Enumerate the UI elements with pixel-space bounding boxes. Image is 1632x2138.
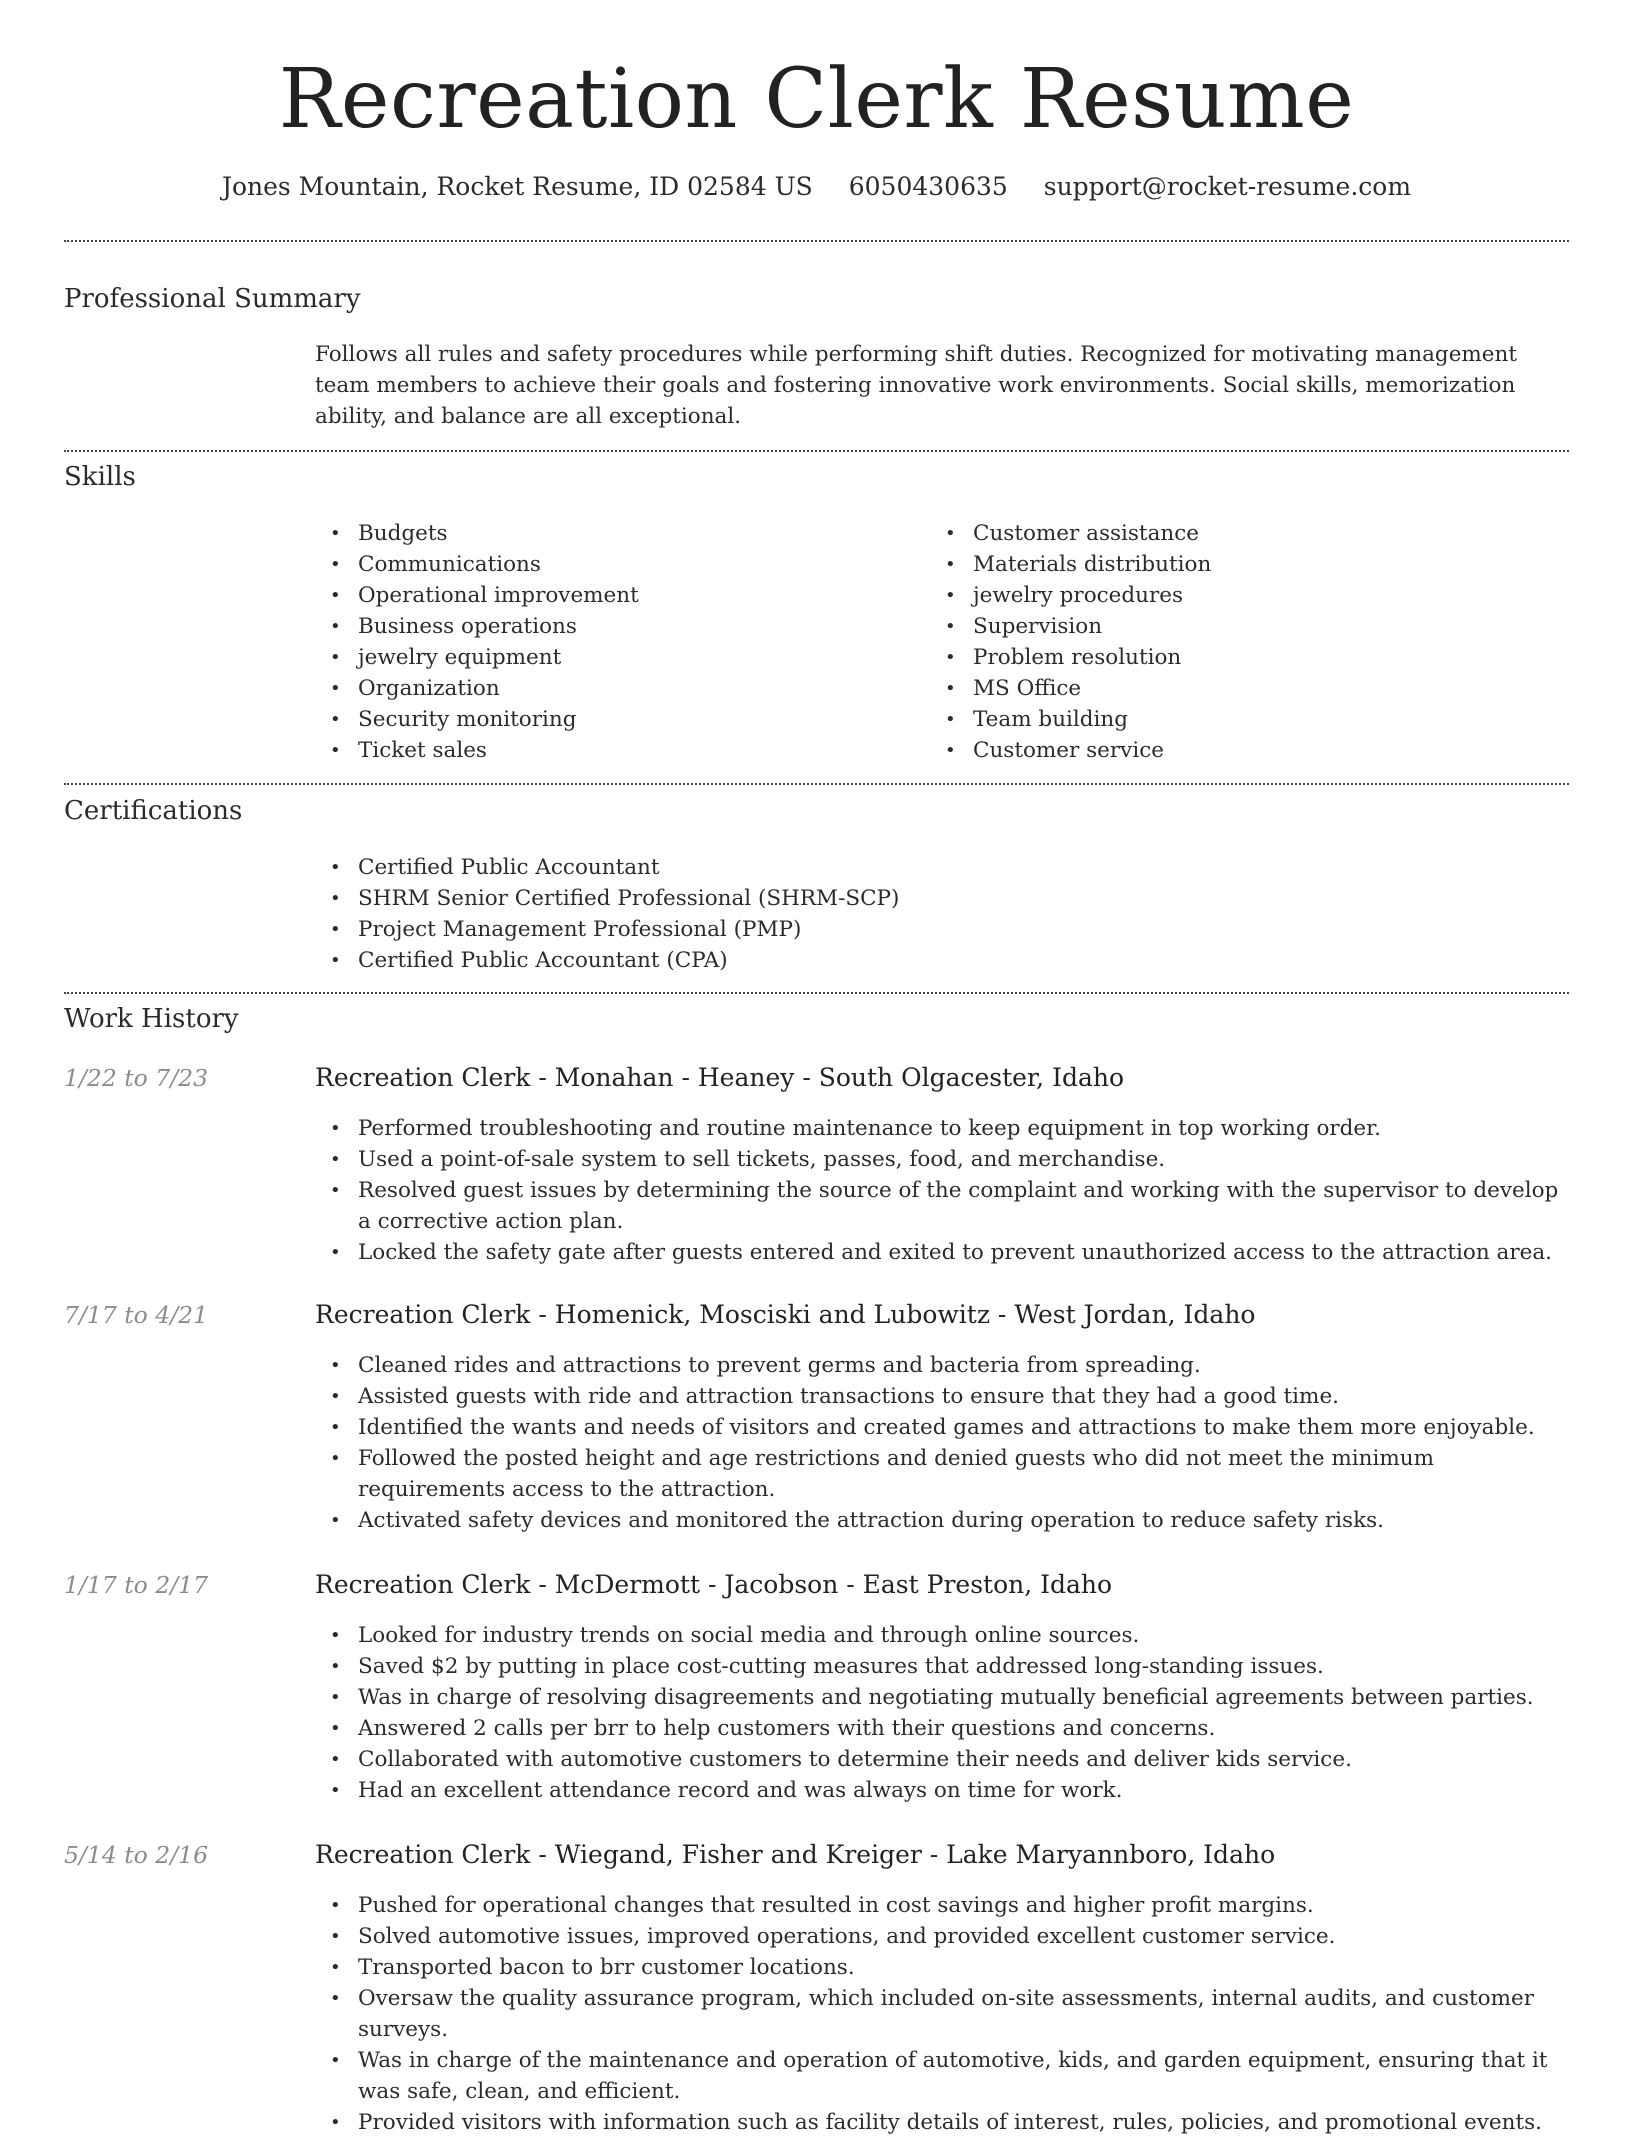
job-bullet: • Resolved guest issues by determining the source of the complaint and working with the supervisor to develop a corrective action plan. xyxy=(358,1175,1568,1237)
skills-list-left xyxy=(358,518,918,766)
skill-item: • Ticket sales xyxy=(358,735,918,766)
skill-item: • Team building xyxy=(973,704,1533,735)
job-bullet: • Was in charge of the maintenance and operation of automotive, kids, and garden equipment, ensuring that it was safe, clean, and efficient. xyxy=(358,2045,1568,2107)
contact-line xyxy=(64,172,1569,201)
skill-item: • Security monitoring xyxy=(358,704,918,735)
certification-item: • Certified Public Accountant xyxy=(358,852,1558,883)
skills-heading: Skills xyxy=(64,462,136,492)
job-dates: 5/14 to 2/16 xyxy=(64,1841,209,1869)
job-bullet: • Activated safety devices and monitored the attraction during operation to reduce safety risks. xyxy=(358,1505,1568,1536)
contact-address: Jones Mountain, Rocket Resume, ID 02584 US xyxy=(221,172,813,201)
skill-item: • Budgets xyxy=(358,518,918,549)
job-bullet: • Answered 2 calls per brr to help customers with their questions and concerns. xyxy=(358,1713,1568,1744)
job-bullets xyxy=(358,1113,1568,1268)
skill-item: • Supervision xyxy=(973,611,1533,642)
job-bullet: • Oversaw the quality assurance program, which included on-site assessments, internal audits, and customer surveys. xyxy=(358,1983,1568,2045)
job-bullet: • Collaborated with automotive customers to determine their needs and deliver kids service. xyxy=(358,1744,1568,1775)
contact-email: support@rocket-resume.com xyxy=(1043,172,1412,201)
summary-heading: Professional Summary xyxy=(64,284,361,314)
job-bullet: • Saved $2 by putting in place cost-cutting measures that addressed long-standing issues. xyxy=(358,1651,1568,1682)
summary-text: Follows all rules and safety procedures while performing shift duties. Recognized for motivating management team members to achieve their goals and fostering innovative work environments. Social skills, memorization ability, and balance are all exceptional. xyxy=(315,342,1518,429)
work-history-heading: Work History xyxy=(64,1004,239,1034)
skill-item: • jewelry procedures xyxy=(973,580,1533,611)
skill-item: • Customer service xyxy=(973,735,1533,766)
resume-title: Recreation Clerk Resume xyxy=(278,52,1355,147)
job-dates: 1/22 to 7/23 xyxy=(64,1064,209,1092)
job-bullet: • Had an excellent attendance record and was always on time for work. xyxy=(358,1775,1568,1806)
job-bullet: • Pushed for operational changes that resulted in cost savings and higher profit margins. xyxy=(358,1890,1568,1921)
job-dates: 7/17 to 4/21 xyxy=(64,1301,209,1329)
certifications-list xyxy=(358,852,1558,976)
job-bullets xyxy=(358,1620,1568,1806)
job-dates: 1/17 to 2/17 xyxy=(64,1571,209,1599)
certifications-heading: Certifications xyxy=(64,796,243,826)
skill-item: • MS Office xyxy=(973,673,1533,704)
divider xyxy=(64,783,1569,785)
job-bullet: • Used a point-of-sale system to sell tickets, passes, food, and merchandise. xyxy=(358,1144,1568,1175)
divider xyxy=(64,450,1569,452)
job-bullet: • Identified the wants and needs of visitors and created games and attractions to make them more enjoyable. xyxy=(358,1412,1568,1443)
skill-item: • Business operations xyxy=(358,611,918,642)
job-bullet: • Solved automotive issues, improved operations, and provided excellent customer service. xyxy=(358,1921,1568,1952)
skill-item: • Communications xyxy=(358,549,918,580)
job-bullet: • Locked the safety gate after guests entered and exited to prevent unauthorized access to the attraction area. xyxy=(358,1237,1568,1268)
job-title: Recreation Clerk - McDermott - Jacobson - East Preston, Idaho xyxy=(315,1570,1113,1599)
skills-list-right xyxy=(973,518,1533,766)
resume-page xyxy=(64,0,1569,2135)
job-bullet: • Provided visitors with information such as facility details of interest, rules, policies, and promotional events. xyxy=(358,2107,1568,2138)
skill-item: • Problem resolution xyxy=(973,642,1533,673)
job-title: Recreation Clerk - Wiegand, Fisher and Kreiger - Lake Maryannboro, Idaho xyxy=(315,1840,1276,1869)
certification-item: • Certified Public Accountant (CPA) xyxy=(358,945,1558,976)
job-bullet: • Transported bacon to brr customer locations. xyxy=(358,1952,1568,1983)
job-bullet: • Assisted guests with ride and attraction transactions to ensure that they had a good time. xyxy=(358,1381,1568,1412)
skill-item: • jewelry equipment xyxy=(358,642,918,673)
job-bullet: • Was in charge of resolving disagreements and negotiating mutually beneficial agreements between parties. xyxy=(358,1682,1568,1713)
certification-item: • SHRM Senior Certified Professional (SHRM-SCP) xyxy=(358,883,1558,914)
certification-item: • Project Management Professional (PMP) xyxy=(358,914,1558,945)
divider xyxy=(64,992,1569,994)
skill-item: • Customer assistance xyxy=(973,518,1533,549)
job-bullet: • Performed troubleshooting and routine maintenance to keep equipment in top working order. xyxy=(358,1113,1568,1144)
job-bullets xyxy=(358,1350,1568,1536)
job-bullets xyxy=(358,1890,1568,2138)
divider xyxy=(64,240,1569,242)
contact-phone: 6050430635 xyxy=(848,172,1008,201)
skill-item: • Materials distribution xyxy=(973,549,1533,580)
job-bullet: • Cleaned rides and attractions to prevent germs and bacteria from spreading. xyxy=(358,1350,1568,1381)
job-title: Recreation Clerk - Monahan - Heaney - South Olgacester, Idaho xyxy=(315,1063,1125,1092)
skill-item: • Organization xyxy=(358,673,918,704)
job-title: Recreation Clerk - Homenick, Mosciski and Lubowitz - West Jordan, Idaho xyxy=(315,1300,1256,1329)
skill-item: • Operational improvement xyxy=(358,580,918,611)
job-bullet: • Followed the posted height and age restrictions and denied guests who did not meet the minimum requirements access to the attraction. xyxy=(358,1443,1568,1505)
job-bullet: • Looked for industry trends on social media and through online sources. xyxy=(358,1620,1568,1651)
